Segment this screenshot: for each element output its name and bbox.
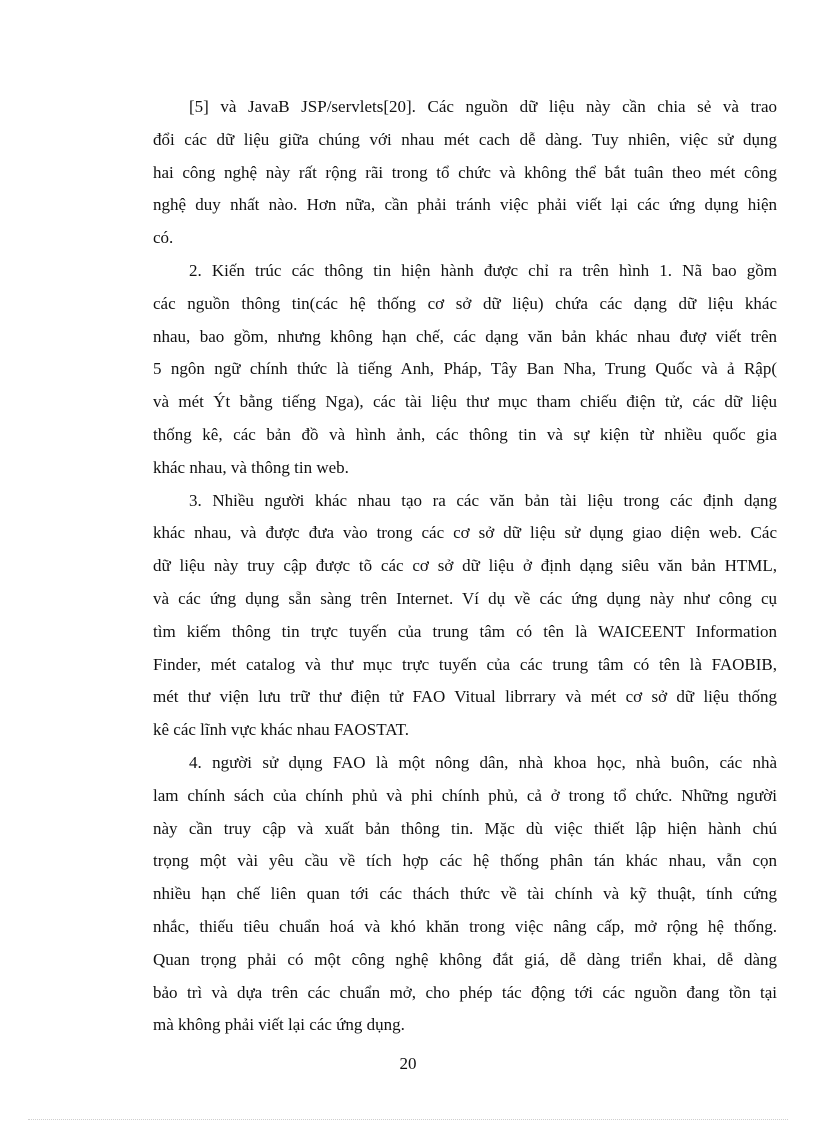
text-line: và mét Ýt bằng tiếng Nga), các tài liệu thư mục tham chiếu điện tử, các dữ liệu [153, 392, 777, 412]
text-line: [5] và JavaB JSP/servlets[20]. Các nguồn dữ liệu này cần chia sẻ và trao [189, 97, 777, 116]
text-line: đổi các dữ liệu giữa chúng với nhau mét cach dễ dàng. Tuy nhiên, việc sử dụng [153, 129, 777, 149]
text-line: bảo trì và dựa trên các chuẩn mở, cho phép tác động tới các nguồn đang tồn tại [153, 982, 777, 1002]
text-line: mét thư viện lưu trữ thư điện tử FAO Vitual librrary và mét cơ sở dữ liệu thống [153, 687, 777, 707]
text-line: và các ứng dụng sẵn sàng trên Internet. Ví dụ về các ứng dụng này như công cụ [153, 588, 777, 608]
text-line: có. [153, 228, 174, 248]
text-line: nghệ duy nhất nào. Hơn nữa, cần phải tránh việc phải viết lại các ứng dụng hiện [153, 195, 777, 215]
text-line: trọng một vài yêu cầu về tích hợp các hệ thống phân tán khác nhau, vẫn cọn [153, 851, 777, 871]
text-line: khác nhau, và thông tin web. [153, 457, 349, 477]
paragraph-1 [117, 91, 777, 255]
text-line: tìm kiếm thông tin trực tuyến của trung tâm có tên là WAICEENT Information [153, 621, 777, 641]
body-text [117, 91, 777, 1042]
paragraph-4 [117, 747, 777, 1042]
text-line: mà không phải viết lại các ứng dụng. [153, 1015, 405, 1035]
page-number: 20 [399, 1054, 417, 1073]
text-line: nhắc, thiếu tiêu chuẩn hoá và khó khăn trong việc nâng cấp, mở rộng hệ thống. [153, 916, 777, 936]
text-line: lam chính sách của chính phủ và phi chính phủ, cả ở trong tổ chức. Những người [153, 785, 777, 805]
text-line: khác nhau, và được đưa vào trong các cơ sở dữ liệu sử dụng giao diện web. Các [153, 523, 777, 543]
text-line: nhiều hạn chế liên quan tới các thách thức về tài chính và kỹ thuật, tính cứng [153, 884, 777, 904]
text-line: thống kê, các bản đồ và hình ảnh, các thông tin và sự kiện từ nhiều quốc gia [153, 424, 777, 444]
text-line: các nguồn thông tin(các hệ thống cơ sở dữ liệu) chứa các dạng dữ liệu khác [153, 293, 777, 313]
text-line: 3. Nhiều người khác nhau tạo ra các văn bản tài liệu trong các định dạng [189, 490, 777, 510]
text-line: dữ liệu này truy cập được tõ các cơ sở dữ liệu ở định dạng siêu văn bản HTML, [153, 556, 777, 576]
paragraph-3 [117, 485, 777, 747]
text-line: hai công nghệ này rất rộng rãi trong tổ chức và không thể bắt tuân theo mét công [153, 162, 777, 182]
page-bottom-divider [28, 1119, 788, 1120]
text-line: nhau, bao gồm, nhưng không hạn chế, các dạng văn bản khác nhau đượ viết trên [153, 326, 777, 346]
text-line: này cần truy cập và xuất bản thông tin. Mặc dù việc thiết lập hiện hành chú [153, 818, 777, 838]
text-line: 4. người sử dụng FAO là một nông dân, nhà khoa học, nhà buôn, các nhà [189, 752, 777, 772]
text-line: Finder, mét catalog và thư mục trực tuyến của các trung tâm có tên là FAOBIB, [153, 654, 777, 674]
paragraph-2 [117, 255, 777, 485]
text-line: 2. Kiến trúc các thông tin hiện hành được chỉ ra trên hình 1. Nã bao gồm [189, 260, 777, 280]
text-line: kê các lĩnh vực khác nhau FAOSTAT. [153, 720, 410, 740]
text-line: 5 ngôn ngữ chính thức là tiếng Anh, Pháp, Tây Ban Nha, Trung Quốc và ả Rập( [153, 359, 777, 379]
text-line: Quan trọng phải có một công nghệ không đắt giá, dễ dàng triển khai, dễ dàng [153, 949, 777, 969]
